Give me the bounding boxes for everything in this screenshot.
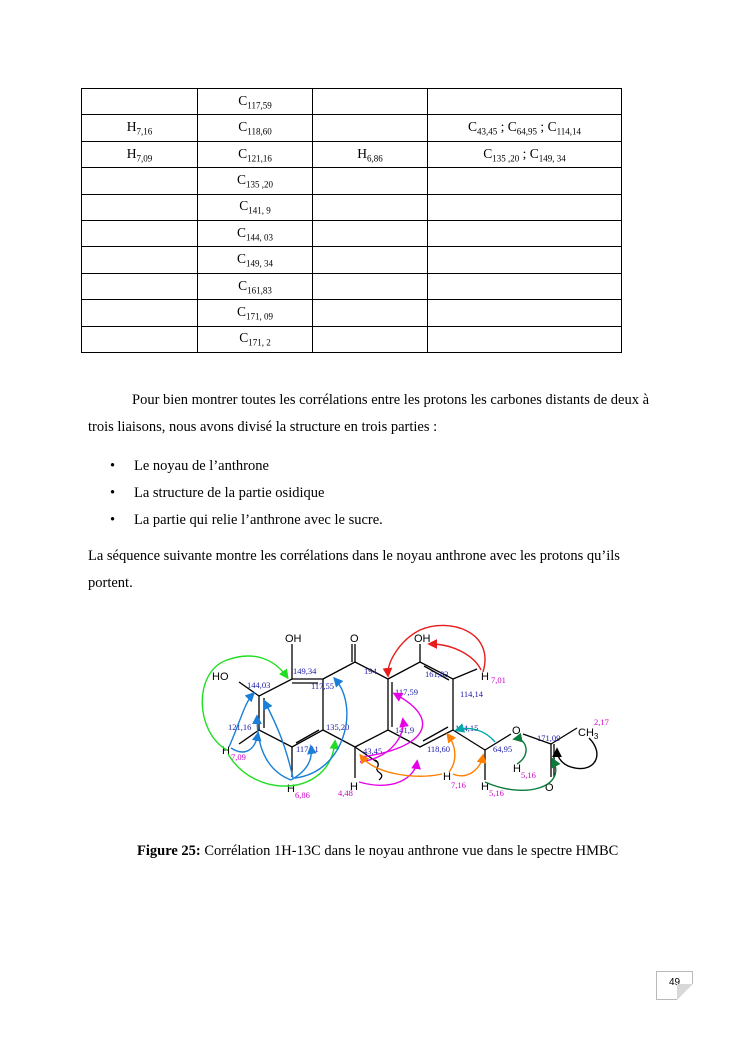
h-h1-label: H <box>481 671 489 683</box>
page-fold-icon <box>677 984 693 1000</box>
table-cell <box>313 89 428 115</box>
correlation-arrow <box>257 717 291 780</box>
correlation-arrow <box>388 625 485 675</box>
caption-label: Figure 25: <box>137 843 201 859</box>
proton-label: 4,48 <box>338 788 353 798</box>
h-main-label: H <box>350 781 358 793</box>
proton-label: 7,16 <box>451 780 466 790</box>
carbon-label: 43,45 <box>363 746 383 756</box>
list-item: • Le noyau de l’anthrone <box>88 455 383 482</box>
figure-caption <box>137 843 618 860</box>
proton-label: 5,16 <box>489 788 504 798</box>
table-row <box>82 89 622 115</box>
carbon-label: 114,14 <box>460 689 484 699</box>
table-cell: $H_{7,16}$ <box>82 115 198 141</box>
carbon-label: 149,34 <box>293 666 317 676</box>
table-cell <box>82 220 198 246</box>
correlation-arrow <box>515 739 526 764</box>
h-h2-label: H <box>222 745 230 757</box>
carbon-label: 117,55 <box>311 681 335 691</box>
table-cell: $C_{149, 34}$ <box>198 247 313 273</box>
page-number-text: 49 <box>668 977 681 988</box>
table-cell: $H_{7,09}$ <box>82 141 198 167</box>
table-cell <box>428 273 622 299</box>
table-cell <box>313 168 428 194</box>
table-row <box>82 273 622 299</box>
table-row <box>82 115 622 141</box>
table-cell <box>428 168 622 194</box>
page-number <box>656 971 693 1000</box>
table-cell <box>313 194 428 220</box>
proton-label: 7,09 <box>231 752 246 762</box>
table-cell <box>428 247 622 273</box>
table-cell <box>428 220 622 246</box>
carbon-label: 161,83 <box>425 669 449 679</box>
carbon-label: 144,03 <box>247 680 271 690</box>
table-cell <box>428 326 622 352</box>
carbon-label: 171,09 <box>537 733 561 743</box>
sequence-paragraph: La séquence suivante montre les corrélations dans le noyau anthrone avec les protons qu’ils portent. <box>88 548 620 591</box>
table-cell: $H_{6,86}$ <box>313 141 428 167</box>
list-item: • La partie qui relie l’anthrone avec le sucre. <box>88 509 383 536</box>
ch3-label: $CH_3$ <box>578 727 599 741</box>
table-row <box>82 247 622 273</box>
correlation-arrow <box>430 644 481 670</box>
table-row <box>82 326 622 352</box>
table-cell: $C_{171, 09}$ <box>198 300 313 326</box>
oh-top-left-label: OH <box>285 633 302 645</box>
table-cell: $C_{135 ,20}$ <box>198 168 313 194</box>
table-cell <box>82 194 198 220</box>
table-cell: $C_{144, 03}$ <box>198 220 313 246</box>
table-cell <box>428 194 622 220</box>
table-cell: $C_{135 ,20}$ ; $C_{149, 34}$ <box>428 141 622 167</box>
carbon-label: 144,15 <box>455 723 479 733</box>
table-cell <box>313 326 428 352</box>
table-cell: $C_{141, 9}$ <box>198 194 313 220</box>
table-cell: $C_{121,16}$ <box>198 141 313 167</box>
table-row <box>82 141 622 167</box>
carbon-label: 141,9 <box>395 725 415 735</box>
carbon-label: 118,60 <box>427 744 451 754</box>
intro-paragraph: Pour bien montrer toutes les corrélations entre les protons les carbones distants de deux à trois liaisons, nous avons divisé la structure en trois parties : <box>88 392 650 435</box>
table-cell <box>82 89 198 115</box>
table-row <box>82 168 622 194</box>
carbon-label: 117,11 <box>296 744 319 754</box>
oh-top-right-label: OH <box>414 633 431 645</box>
table-cell: $C_{161,83}$ <box>198 273 313 299</box>
table-cell <box>82 326 198 352</box>
correlation-arrow <box>453 756 483 776</box>
h-h6-label: H <box>287 783 295 795</box>
table-cell: $C_{117,59}$ <box>198 89 313 115</box>
carbon-label: 121,16 <box>228 722 252 732</box>
h-h3-label: H <box>513 763 521 775</box>
correlation-arrow <box>228 742 335 786</box>
table-cell <box>428 300 622 326</box>
table-row <box>82 300 622 326</box>
proton-label: 5,16 <box>521 770 536 780</box>
h-h4-label: H <box>443 771 451 783</box>
table-cell: $C_{43,45}$ ; $C_{64,95}$ ; $C_{114,14}$ <box>428 115 622 141</box>
table-cell <box>313 220 428 246</box>
carbon-label: 194 <box>364 666 377 676</box>
correlation-arrow <box>359 762 417 785</box>
table-cell: $C_{171, 2}$ <box>198 326 313 352</box>
anthrone-structure <box>195 622 620 804</box>
carbon-label: 64,95 <box>493 744 513 754</box>
table-cell <box>428 89 622 115</box>
correlation-arrow <box>231 734 258 752</box>
proton-label: 6,86 <box>295 790 310 800</box>
o-carbonyl-label: O <box>545 782 554 794</box>
proton-label: 7,01 <box>491 675 506 685</box>
table-cell <box>313 247 428 273</box>
proton-label: 2,17 <box>594 717 609 727</box>
table-row <box>82 220 622 246</box>
table-cell <box>313 273 428 299</box>
table-cell <box>82 247 198 273</box>
carbon-label: 117,59 <box>395 687 419 697</box>
ho-left-label: HO <box>212 671 229 683</box>
table-cell <box>82 300 198 326</box>
correlation-arrow <box>557 738 597 769</box>
table-cell <box>82 168 198 194</box>
h-h5-label: H <box>481 781 489 793</box>
carbon-label: 135,20 <box>326 722 350 732</box>
table-cell <box>313 300 428 326</box>
list-item: • La structure de la partie osidique <box>88 482 383 509</box>
table-cell <box>313 115 428 141</box>
o-ester-label: O <box>512 725 521 737</box>
caption-text: Corrélation 1H-13C dans le noyau anthrone vue dans le spectre HMBC <box>200 843 619 859</box>
o-top-label: O <box>350 633 359 645</box>
table-cell <box>82 273 198 299</box>
parts-list <box>88 455 383 536</box>
correlation-arrow <box>229 694 253 747</box>
bond-skeleton <box>239 644 577 780</box>
hmbc-table <box>81 88 622 353</box>
table-row <box>82 194 622 220</box>
table-cell: $C_{118,60}$ <box>198 115 313 141</box>
